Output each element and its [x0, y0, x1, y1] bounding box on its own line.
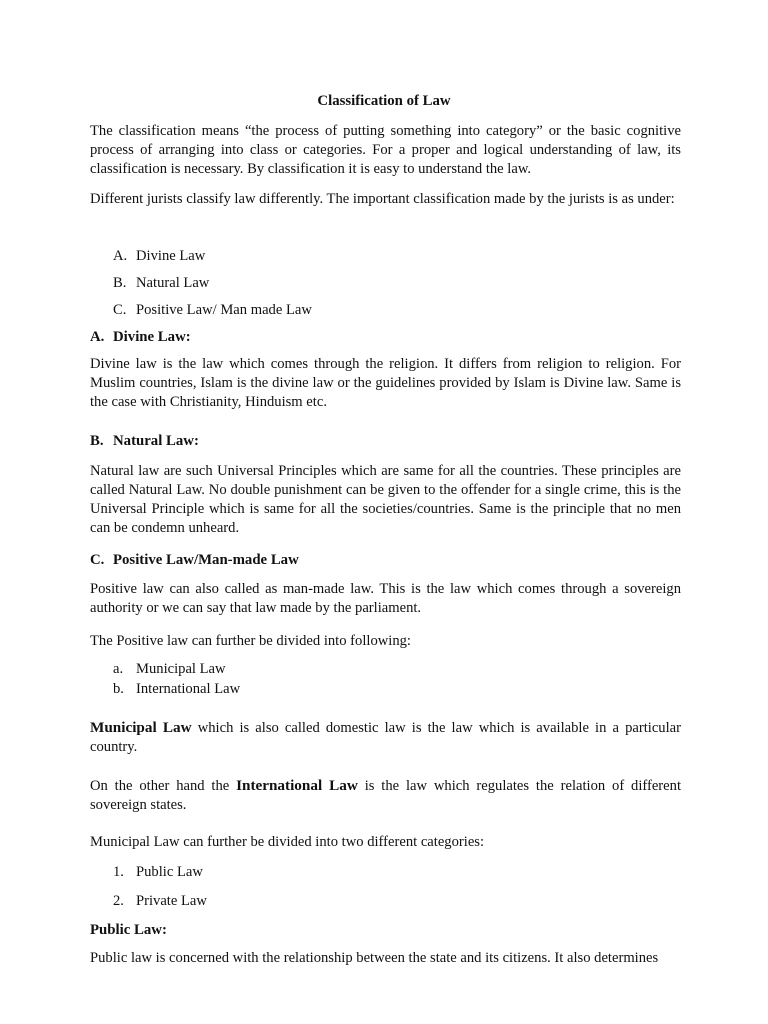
positive-law-paragraph: Positive law can also called as man-made law. This is the law which comes through a sovereign authority or we can say that law made by the parliament. — [90, 581, 681, 616]
list-item-label: C. — [113, 302, 127, 318]
international-law-term: International Law — [236, 777, 358, 794]
natural-law-paragraph: Natural law are such Universal Principles which are same for all the countries. These principles are called Natural Law. No double punishment can be given to the offender for a single crime, this is the Universal Principle which is same for all the societies/countries. Same is the principle that no men can be condemn unheard. — [90, 463, 681, 536]
list-item-text: Positive Law/ Man made Law — [136, 302, 312, 318]
section-heading-text: Positive Law/Man-made Law — [113, 552, 299, 568]
list-item-text: Private Law — [136, 893, 207, 909]
page-title: Classification of Law — [317, 93, 451, 109]
list-item-label: A. — [113, 248, 128, 264]
list-item-text: Municipal Law — [136, 661, 226, 677]
list-item — [113, 247, 205, 266]
intro-paragraph-1: The classification means “the process of putting something into category” or the basic cognitive process of arranging into class or categories. For a proper and logical understanding of law, its classification is necessary. By classification it is easy to understand the law. — [90, 123, 681, 177]
section-letter: A. — [90, 329, 105, 345]
list-item-label: b. — [113, 681, 124, 697]
list-item — [113, 301, 312, 320]
list-item — [113, 863, 203, 882]
international-law-prefix: On the other hand the — [90, 778, 237, 794]
list-item — [113, 680, 240, 699]
section-heading-text: Natural Law: — [113, 433, 199, 449]
positive-law-division-intro: The Positive law can further be divided into following: — [90, 633, 411, 649]
list-item — [113, 274, 209, 293]
list-item — [113, 892, 207, 911]
municipal-law-text: which is also called domestic law is the law which is available in a particular country. — [90, 720, 681, 755]
international-law-paragraph — [90, 776, 681, 815]
intro-paragraph-2: Different jurists classify law differently. The important classification made by the jurists is as under: — [90, 191, 675, 207]
section-letter: C. — [90, 552, 105, 568]
section-heading-natural — [90, 432, 199, 451]
municipal-law-paragraph — [90, 718, 681, 757]
list-item-text: Natural Law — [136, 275, 210, 291]
section-heading-text: Divine Law: — [113, 329, 191, 345]
list-item-text: Divine Law — [136, 248, 206, 264]
municipal-division-intro: Municipal Law can further be divided into two different categories: — [90, 834, 485, 850]
list-item — [113, 660, 226, 679]
public-law-paragraph: Public law is concerned with the relationship between the state and its citizens. It also determines — [90, 950, 659, 966]
list-item-text: Public Law — [136, 864, 203, 880]
municipal-law-term: Municipal Law — [90, 719, 192, 736]
list-item-text: International Law — [136, 681, 241, 697]
international-law-text: is the law which regulates the relation of different sovereign states. — [90, 778, 681, 813]
list-item-label: 2. — [113, 893, 124, 909]
list-item-label: 1. — [113, 864, 124, 880]
section-heading-positive — [90, 551, 299, 570]
section-letter: B. — [90, 433, 104, 449]
list-item-label: B. — [113, 275, 127, 291]
section-heading-divine — [90, 328, 191, 347]
divine-law-paragraph: Divine law is the law which comes through the religion. It differs from religion to religion. For Muslim countries, Islam is the divine law or the guidelines provided by Islam is Divine law. Same is the case with Christianity, Hinduism etc. — [90, 356, 681, 410]
list-item-label: a. — [113, 661, 124, 677]
section-heading-public-law: Public Law: — [90, 922, 167, 938]
